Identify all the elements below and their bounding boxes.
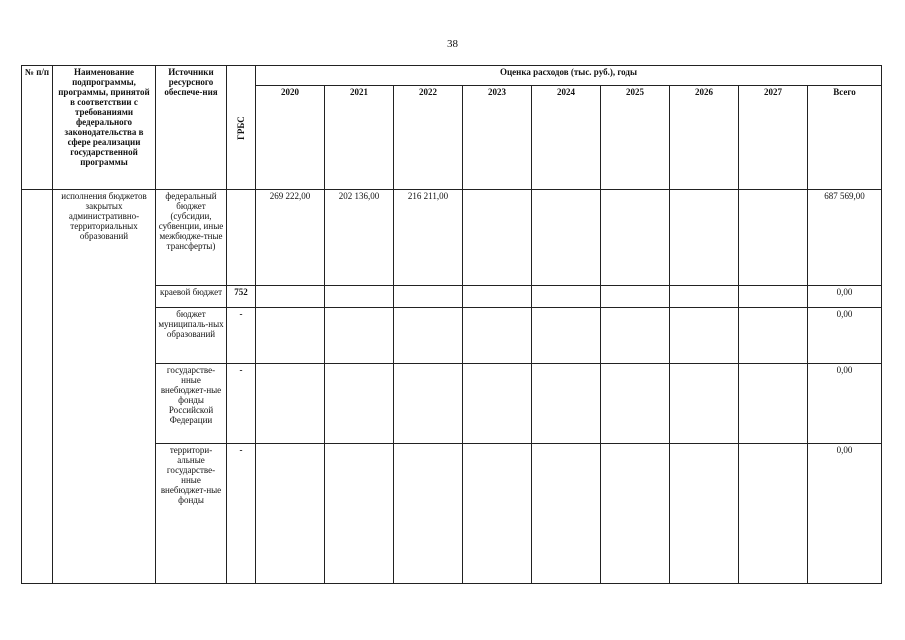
value-cell	[463, 364, 532, 444]
source-cell: бюджет муниципаль-ных образований	[156, 308, 227, 364]
budget-table	[21, 65, 882, 584]
value-cell	[601, 308, 670, 364]
header-year: 2025	[601, 86, 670, 190]
value-cell	[325, 308, 394, 364]
value-cell	[670, 364, 739, 444]
value-cell: 202 136,00	[325, 190, 394, 286]
value-cell	[463, 444, 532, 584]
value-cell	[532, 444, 601, 584]
total-cell: 0,00	[808, 308, 882, 364]
value-cell: 216 211,00	[394, 190, 463, 286]
value-cell	[532, 286, 601, 308]
page-number: 38	[447, 38, 458, 50]
header-estimate: Оценка расходов (тыс. руб.), годы	[256, 66, 882, 86]
value-cell	[670, 190, 739, 286]
value-cell	[601, 364, 670, 444]
grbs-label: ГРБС	[236, 115, 246, 140]
source-cell: федеральный бюджет (субсидии, субвенции, иные межбюдже-тные трансферты)	[156, 190, 227, 286]
header-year: 2022	[394, 86, 463, 190]
value-cell	[739, 308, 808, 364]
header-year: 2021	[325, 86, 394, 190]
value-cell	[394, 444, 463, 584]
row-number	[22, 190, 53, 584]
grbs-cell	[227, 190, 256, 286]
value-cell	[739, 364, 808, 444]
value-cell	[739, 190, 808, 286]
grbs-cell: -	[227, 444, 256, 584]
value-cell	[739, 286, 808, 308]
value-cell	[532, 364, 601, 444]
value-cell	[739, 444, 808, 584]
value-cell	[463, 190, 532, 286]
header-year: 2027	[739, 86, 808, 190]
value-cell	[394, 364, 463, 444]
source-cell: территори-альные государстве-нные внебюджет-ные фонды	[156, 444, 227, 584]
value-cell	[670, 286, 739, 308]
table-row	[22, 190, 882, 286]
value-cell	[601, 444, 670, 584]
value-cell	[394, 308, 463, 364]
total-cell: 0,00	[808, 364, 882, 444]
value-cell	[463, 308, 532, 364]
value-cell: 269 222,00	[256, 190, 325, 286]
value-cell	[256, 364, 325, 444]
grbs-cell: 752	[227, 286, 256, 308]
source-cell: государстве-нные внебюджет-ные фонды Российской Федерации	[156, 364, 227, 444]
value-cell	[670, 308, 739, 364]
header-year: 2024	[532, 86, 601, 190]
value-cell	[325, 364, 394, 444]
header-number: № п/п	[22, 66, 53, 190]
program-name: исполнения бюджетов закрытых административно-территориальных образований	[53, 190, 156, 584]
total-cell: 687 569,00	[808, 190, 882, 286]
grbs-cell: -	[227, 364, 256, 444]
value-cell	[601, 286, 670, 308]
header-year: 2023	[463, 86, 532, 190]
grbs-cell: -	[227, 308, 256, 364]
header-year: 2026	[670, 86, 739, 190]
header-total: Всего	[808, 86, 882, 190]
value-cell	[256, 444, 325, 584]
source-cell: краевой бюджет	[156, 286, 227, 308]
value-cell	[463, 286, 532, 308]
value-cell	[601, 190, 670, 286]
value-cell	[325, 444, 394, 584]
value-cell	[670, 444, 739, 584]
header-source: Источники ресурсного обеспече-ния	[156, 66, 227, 190]
value-cell	[394, 286, 463, 308]
header-grbs	[227, 66, 256, 190]
value-cell	[256, 308, 325, 364]
value-cell	[532, 308, 601, 364]
value-cell	[256, 286, 325, 308]
header-name: Наименование подпрограммы, программы, принятой в соответствии с требованиями федерального законодательства в сфере реализации государственной программы	[53, 66, 156, 190]
header-year: 2020	[256, 86, 325, 190]
value-cell	[532, 190, 601, 286]
total-cell: 0,00	[808, 444, 882, 584]
total-cell: 0,00	[808, 286, 882, 308]
value-cell	[325, 286, 394, 308]
